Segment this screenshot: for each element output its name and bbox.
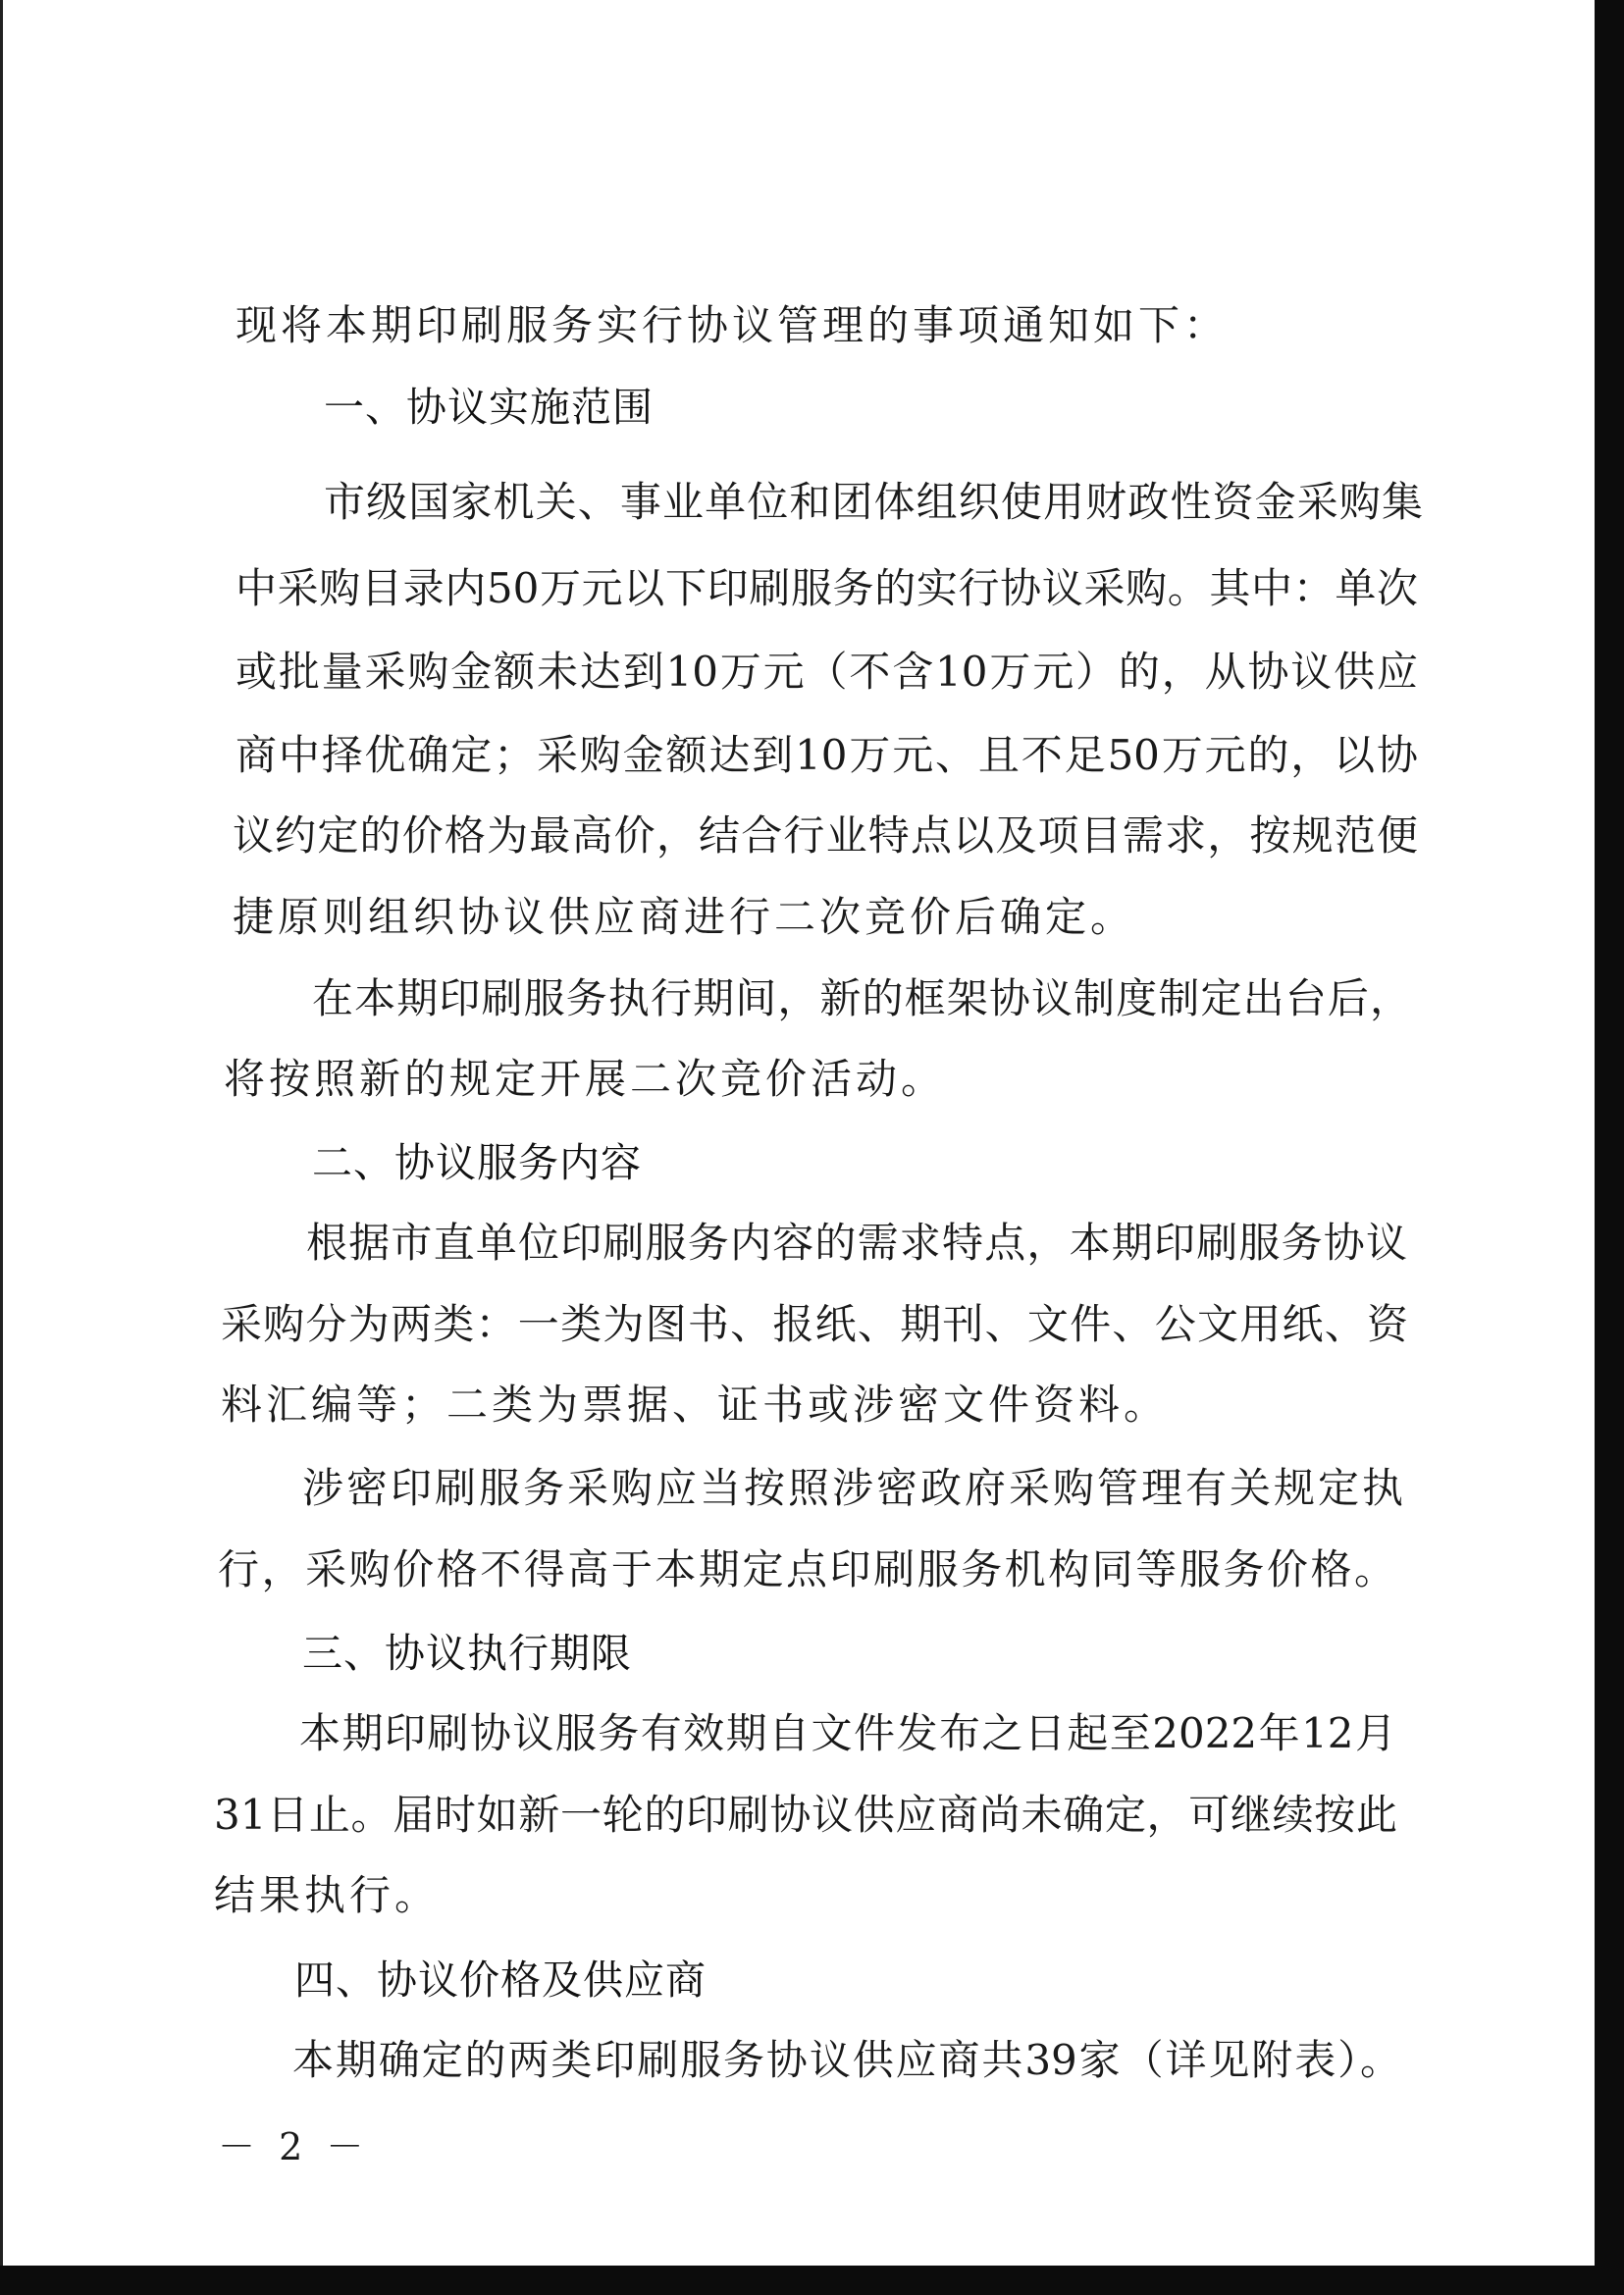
scan-edge-bottom	[0, 2266, 1624, 2295]
paragraph-line: 行，采购价格不得高于本期定点印刷服务机构同等服务价格。	[218, 1545, 1395, 1593]
section-heading-4: 四、协议价格及供应商	[294, 1956, 707, 2004]
paragraph-line: 涉密印刷服务采购应当按照涉密政府采购管理有关规定执	[302, 1464, 1403, 1512]
section-heading-2: 二、协议服务内容	[312, 1139, 642, 1186]
intro-line: 现将本期印刷服务实行协议管理的事项通知如下：	[236, 301, 1230, 349]
paragraph-line: 市级国家机关、事业单位和团体组织使用财政性资金采购集	[324, 478, 1423, 526]
paragraph-line: 在本期印刷服务执行期间，新的框架协议制度制定出台后，	[312, 974, 1411, 1022]
paragraph-line: 议约定的价格为最高价，结合行业特点以及项目需求，按规范便	[233, 811, 1418, 860]
paragraph-line: 将按照新的规定开展二次竞价活动。	[224, 1055, 947, 1103]
scan-edge-right	[1595, 0, 1624, 2295]
paragraph-line: 捷原则组织协议供应商进行二次竞价后确定。	[233, 893, 1136, 941]
paragraph-line: 料汇编等；二类为票据、证书或涉密文件资料。	[221, 1381, 1170, 1429]
paragraph-line: 或批量采购金额未达到10万元（不含10万元）的，从协议供应	[236, 648, 1418, 696]
paragraph-line: 商中择优确定；采购金额达到10万元、且不足50万元的，以协	[236, 731, 1418, 779]
section-heading-1: 一、协议实施范围	[324, 384, 654, 431]
paragraph-line: 中采购目录内50万元以下印刷服务的实行协议采购。其中：单次	[236, 564, 1418, 612]
page-number: － 2 －	[218, 2125, 370, 2168]
section-heading-3: 三、协议执行期限	[302, 1630, 632, 1677]
paragraph-line: 31日止。届时如新一轮的印刷协议供应商尚未确定，可继续按此	[214, 1791, 1397, 1839]
paragraph-line: 本期确定的两类印刷服务协议供应商共39家（详见附表）。	[292, 2036, 1401, 2084]
paragraph-line: 结果执行。	[214, 1871, 441, 1919]
paragraph-line: 采购分为两类：一类为图书、报纸、期刊、文件、公文用纸、资	[221, 1300, 1408, 1348]
paragraph-line: 本期印刷协议服务有效期自文件发布之日起至2022年12月	[299, 1709, 1396, 1757]
paragraph-line: 根据市直单位印刷服务内容的需求特点，本期印刷服务协议	[306, 1219, 1407, 1267]
